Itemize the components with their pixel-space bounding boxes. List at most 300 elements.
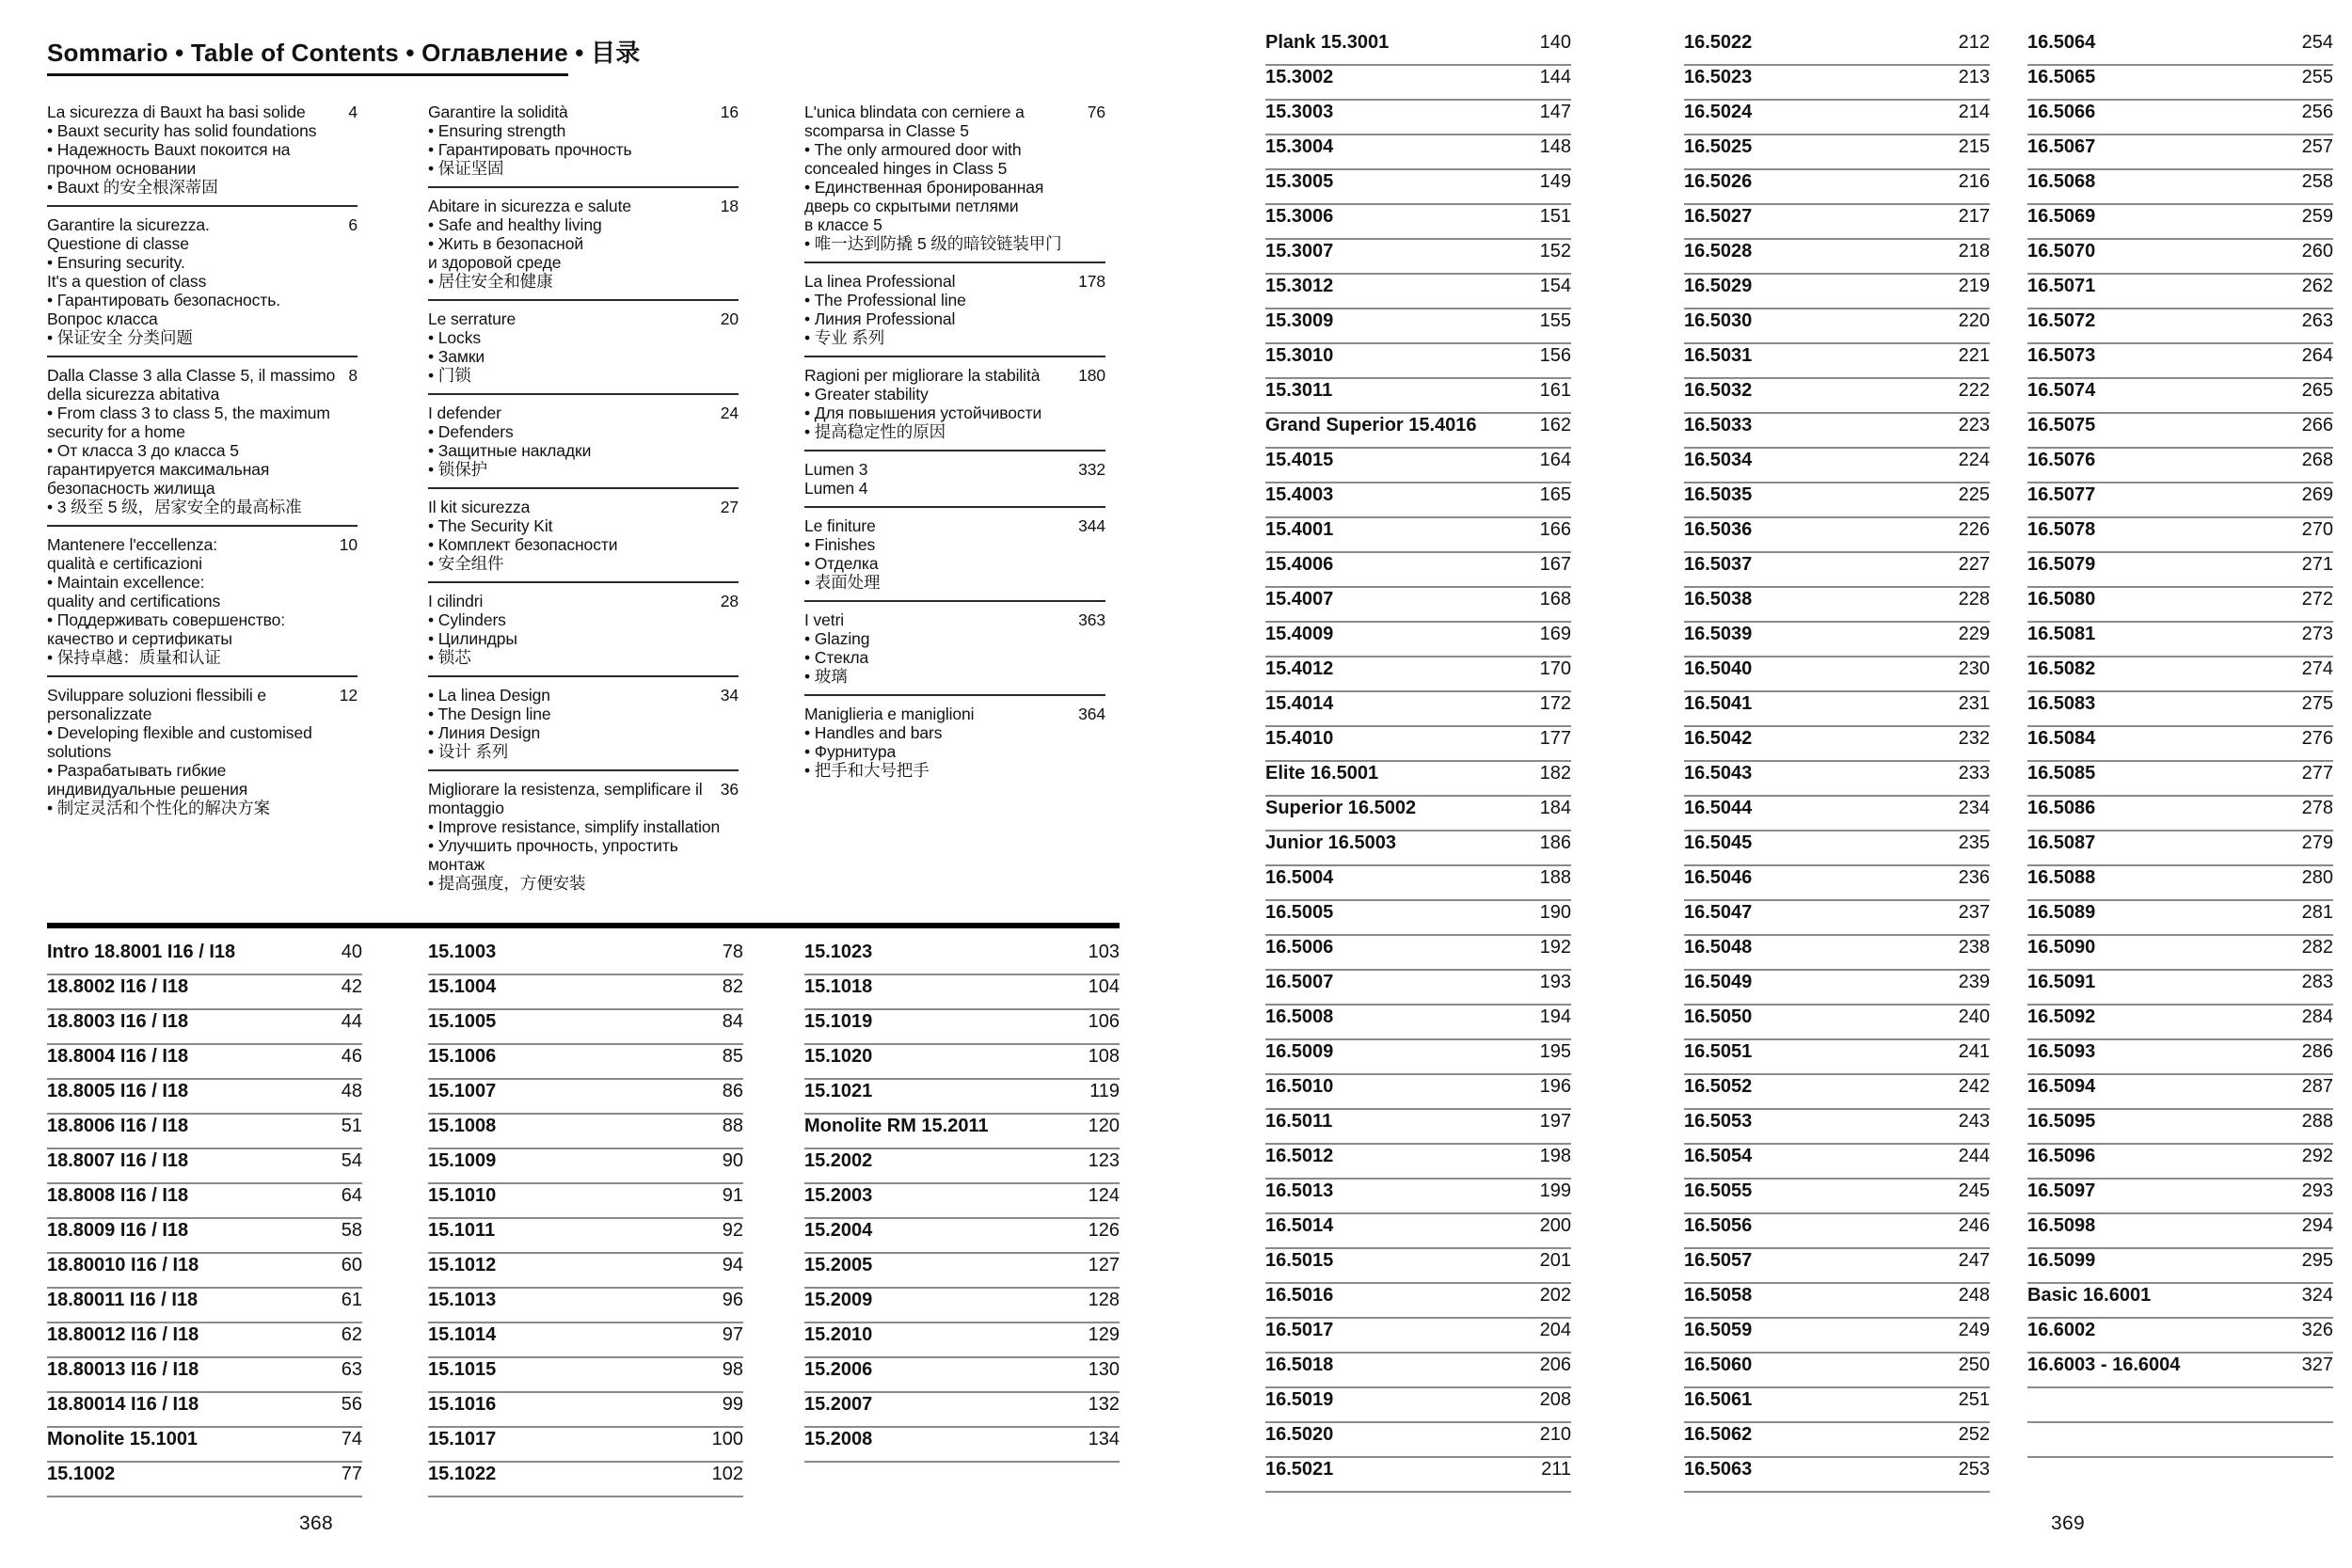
product-row <box>428 1428 743 1463</box>
product-page: 273 <box>2301 624 2333 644</box>
product-row <box>2027 657 2333 692</box>
toc-entry-line: • Ensuring strength <box>428 121 566 140</box>
product-code: 16.5064 <box>2027 32 2096 53</box>
product-row <box>47 1428 362 1463</box>
toc-entry-line: • Bauxt security has solid foundations <box>47 121 317 140</box>
product-row <box>1684 866 1990 901</box>
product-row <box>1684 901 1990 936</box>
product-page: 104 <box>1088 976 1120 997</box>
product-page: 252 <box>1958 1424 1990 1445</box>
product-code: 16.5076 <box>2027 450 2096 470</box>
product-code: 15.3011 <box>1265 380 1333 401</box>
left-page-number: 368 <box>299 1513 333 1534</box>
product-page: 61 <box>341 1290 362 1310</box>
product-code: 16.5069 <box>2027 206 2096 227</box>
product-row <box>2027 936 2333 971</box>
toc-entry-line: • Улучшить прочность, упростить <box>428 836 678 855</box>
product-page: 155 <box>1539 310 1571 331</box>
product-row <box>804 1080 1120 1115</box>
product-code: 16.5047 <box>1684 902 1753 923</box>
product-row <box>1265 1180 1571 1214</box>
toc-entry-line: • Maintain excellence: <box>47 573 205 592</box>
product-row <box>1684 692 1990 727</box>
product-code: 16.5020 <box>1265 1424 1334 1445</box>
product-page: 196 <box>1539 1076 1571 1097</box>
product-row <box>2027 623 2333 657</box>
toc-entry-line: дверь со скрытыми петлями <box>804 197 1019 215</box>
toc-entry <box>804 451 1105 508</box>
product-page: 292 <box>2301 1146 2333 1166</box>
product-page: 86 <box>722 1081 743 1101</box>
product-code: 16.5008 <box>1265 1006 1334 1027</box>
product-page: 250 <box>1958 1354 1990 1375</box>
product-code: 16.5037 <box>1684 554 1753 575</box>
product-code: 15.4010 <box>1265 728 1334 749</box>
product-page: 245 <box>1958 1180 1990 1201</box>
toc-entry-lines <box>47 686 358 817</box>
product-code: 15.3010 <box>1265 345 1334 366</box>
product-page: 288 <box>2301 1111 2333 1132</box>
product-page: 221 <box>1958 345 1990 366</box>
toc-entry-line: и здоровой среде <box>428 253 562 272</box>
product-code: 18.80011 I16 / I18 <box>47 1290 199 1310</box>
product-row <box>1684 1319 1990 1354</box>
toc-entry-line: безопасность жилища <box>47 479 215 498</box>
toc-entry-body <box>804 366 1105 441</box>
toc-entry-line: Le finiture <box>804 516 876 535</box>
toc-entry-line: Le serrature <box>428 309 516 328</box>
product-code: 15.1016 <box>428 1394 497 1415</box>
product-row <box>47 1219 362 1254</box>
product-code: 15.4015 <box>1265 450 1334 470</box>
product-row <box>2027 901 2333 936</box>
toc-entry-body <box>428 780 739 893</box>
product-code: 16.5054 <box>1684 1146 1753 1166</box>
product-code: 16.5077 <box>2027 484 2096 505</box>
product-code: 15.4012 <box>1265 658 1334 679</box>
product-row <box>2027 1075 2333 1110</box>
product-page: 199 <box>1539 1180 1571 1201</box>
toc-entry-page: 332 <box>1078 460 1105 479</box>
product-code: 16.5066 <box>2027 102 2096 122</box>
product-row <box>428 1080 743 1115</box>
product-list-column-left-3 <box>804 941 1120 1463</box>
product-row <box>1265 1249 1571 1284</box>
product-page: 327 <box>2301 1354 2333 1375</box>
product-code: 15.2003 <box>804 1185 873 1206</box>
toc-entry-line: I defender <box>428 404 501 422</box>
toc-entry-line: • 锁保护 <box>428 460 487 479</box>
toc-entry-line: монтаж <box>428 855 485 874</box>
product-row <box>804 1358 1120 1393</box>
product-page: 217 <box>1958 206 1990 227</box>
product-code: 16.5023 <box>1684 67 1753 87</box>
product-page: 195 <box>1539 1041 1571 1062</box>
toc-entry-line: Il kit sicurezza <box>428 498 531 516</box>
toc-entry-line: • Improve resistance, simplify installation <box>428 817 721 836</box>
product-row <box>47 1289 362 1323</box>
toc-entry-line: I vetri <box>804 610 845 629</box>
product-code: 16.5072 <box>2027 310 2096 331</box>
toc-column-1 <box>47 94 358 826</box>
toc-entry <box>804 696 1105 788</box>
toc-entry-lines <box>47 215 358 347</box>
toc-entry-line: • 专业 系列 <box>804 328 885 347</box>
product-page: 326 <box>2301 1320 2333 1340</box>
product-row <box>47 1010 362 1045</box>
product-page: 286 <box>2301 1041 2333 1062</box>
product-page: 284 <box>2301 1006 2333 1027</box>
toc-entry-lines <box>47 103 358 197</box>
product-code: 16.5040 <box>1684 658 1753 679</box>
toc-entry-line: • 安全组件 <box>428 554 504 573</box>
product-list-column-right-1 <box>1265 31 1571 1493</box>
product-code: 16.5018 <box>1265 1354 1334 1375</box>
product-row <box>1684 727 1990 762</box>
product-row <box>1684 1006 1990 1040</box>
product-row <box>1265 901 1571 936</box>
product-row <box>1684 762 1990 797</box>
toc-entry-page: 34 <box>720 686 739 705</box>
toc-entry <box>47 94 358 207</box>
product-code: 15.3009 <box>1265 310 1334 331</box>
toc-entry-line: Migliorare la resistenza, semplificare il <box>428 780 703 799</box>
product-row <box>2027 1180 2333 1214</box>
toc-entry <box>428 301 739 395</box>
product-row <box>1265 692 1571 727</box>
product-page: 293 <box>2301 1180 2333 1201</box>
toc-entry <box>804 602 1105 696</box>
product-page: 63 <box>341 1359 362 1380</box>
product-row <box>2027 518 2333 553</box>
product-page: 247 <box>1958 1250 1990 1271</box>
product-code: 15.1017 <box>428 1429 497 1449</box>
product-code: 16.5082 <box>2027 658 2096 679</box>
product-row <box>1265 623 1571 657</box>
product-code: 16.5038 <box>1684 589 1753 610</box>
product-page: 280 <box>2301 867 2333 888</box>
toc-entry-line: • Glazing <box>804 629 870 648</box>
product-row <box>1684 623 1990 657</box>
product-code: 16.5029 <box>1684 276 1753 296</box>
product-page: 58 <box>341 1220 362 1241</box>
product-row <box>1265 1110 1571 1145</box>
product-row <box>1265 1458 1571 1493</box>
product-page: 268 <box>2301 450 2333 470</box>
product-row <box>1265 971 1571 1006</box>
product-row <box>1684 205 1990 240</box>
toc-entry-lines <box>428 498 739 573</box>
product-code: 16.5052 <box>1684 1076 1753 1097</box>
product-page: 167 <box>1539 554 1571 575</box>
product-list-column-right-2 <box>1684 31 1990 1493</box>
product-row <box>2027 727 2333 762</box>
product-page: 229 <box>1958 624 1990 644</box>
product-code: 16.5095 <box>2027 1111 2096 1132</box>
product-row <box>804 1149 1120 1184</box>
product-row <box>2027 205 2333 240</box>
product-page: 106 <box>1088 1011 1120 1032</box>
toc-entry-line: • 保证坚固 <box>428 159 504 178</box>
product-code: 15.1010 <box>428 1185 497 1206</box>
product-page: 156 <box>1539 345 1571 366</box>
product-code: 15.4009 <box>1265 624 1334 644</box>
product-code: 16.5009 <box>1265 1041 1334 1062</box>
product-code: 16.5022 <box>1684 32 1753 53</box>
product-page: 225 <box>1958 484 1990 505</box>
product-row <box>1684 240 1990 275</box>
toc-entry-line: в классе 5 <box>804 215 882 234</box>
product-code: 16.5098 <box>2027 1215 2096 1236</box>
toc-entry-line: • Замки <box>428 347 485 366</box>
product-page: 271 <box>2301 554 2333 575</box>
toc-entry-body <box>804 460 1105 498</box>
product-row <box>1265 31 1571 66</box>
toc-entry-line: • 把手和大号把手 <box>804 761 930 780</box>
product-row <box>47 1254 362 1289</box>
toc-entry-line: • 提高强度，方便安装 <box>428 874 586 893</box>
product-page: 149 <box>1539 171 1571 192</box>
product-code: 15.1003 <box>428 942 497 962</box>
toc-entry-page: 363 <box>1078 610 1105 629</box>
toc-entry-line: • Защитные накладки <box>428 441 592 460</box>
product-code: 15.3004 <box>1265 136 1334 157</box>
product-row <box>47 975 362 1010</box>
product-row <box>1684 1284 1990 1319</box>
product-page: 92 <box>722 1220 743 1241</box>
product-page: 233 <box>1958 763 1990 784</box>
product-row <box>1684 657 1990 692</box>
product-code: 16.5050 <box>1684 1006 1753 1027</box>
product-code: 16.5055 <box>1684 1180 1753 1201</box>
toc-entry <box>804 263 1105 357</box>
product-code: 18.80013 I16 / I18 <box>47 1359 199 1380</box>
product-row <box>2027 101 2333 135</box>
toc-entry-lines <box>804 272 1105 347</box>
product-row <box>1684 1354 1990 1388</box>
toc-entry-lines <box>47 366 358 516</box>
toc-entry-line: • Finishes <box>804 535 876 554</box>
toc-entry-page: 27 <box>720 498 739 516</box>
toc-entry <box>428 94 739 188</box>
product-page: 220 <box>1958 310 1990 331</box>
product-page: 48 <box>341 1081 362 1101</box>
product-page: 248 <box>1958 1285 1990 1306</box>
product-row <box>1265 1040 1571 1075</box>
product-row <box>1684 1145 1990 1180</box>
product-code: 15.1009 <box>428 1150 497 1171</box>
product-code: 15.3012 <box>1265 276 1334 296</box>
product-code: 16.5030 <box>1684 310 1753 331</box>
toc-entry-body <box>47 215 358 347</box>
product-code: 15.1023 <box>804 942 873 962</box>
product-code: 15.1002 <box>47 1464 116 1484</box>
product-code: 15.4003 <box>1265 484 1334 505</box>
product-row <box>1684 1458 1990 1493</box>
product-code: 16.5063 <box>1684 1459 1753 1480</box>
product-row <box>2027 1006 2333 1040</box>
product-page: 212 <box>1958 32 1990 53</box>
product-code: 16.5039 <box>1684 624 1753 644</box>
product-page: 188 <box>1539 867 1571 888</box>
product-page: 103 <box>1088 942 1120 962</box>
toc-entry-page: 28 <box>720 592 739 610</box>
product-page: 219 <box>1958 276 1990 296</box>
product-page: 84 <box>722 1011 743 1032</box>
product-code: 16.5005 <box>1265 902 1334 923</box>
product-row <box>2027 275 2333 309</box>
product-page: 192 <box>1539 937 1571 958</box>
product-page: 278 <box>2301 798 2333 818</box>
toc-entry-page: 344 <box>1078 516 1105 535</box>
product-row <box>1684 483 1990 518</box>
toc-entry-lines <box>428 103 739 178</box>
product-row <box>1684 344 1990 379</box>
toc-entry-line: • Линия Professional <box>804 309 956 328</box>
product-row <box>1265 518 1571 553</box>
product-row <box>1684 553 1990 588</box>
product-code: 16.5026 <box>1684 171 1753 192</box>
toc-entry-line: • Handles and bars <box>804 723 943 742</box>
product-code: 15.1004 <box>428 976 497 997</box>
product-row <box>2027 1214 2333 1249</box>
toc-entry-line: качество и сертификаты <box>47 629 232 648</box>
product-page: 210 <box>1539 1424 1571 1445</box>
toc-entry-line: • 唯一达到防撬 5 级的暗铰链装甲门 <box>804 234 1062 253</box>
product-page: 234 <box>1958 798 1990 818</box>
toc-entry-body <box>47 686 358 817</box>
toc-entry-page: 6 <box>348 215 358 234</box>
product-row <box>428 1184 743 1219</box>
product-row <box>1265 101 1571 135</box>
product-row <box>2027 1249 2333 1284</box>
product-code: 16.5086 <box>2027 798 2096 818</box>
toc-entry-line: индивидуальные решения <box>47 780 248 799</box>
toc-entry-body <box>804 705 1105 780</box>
toc-entry-lines <box>804 460 1105 498</box>
product-row <box>2027 1110 2333 1145</box>
product-code: 16.5053 <box>1684 1111 1753 1132</box>
product-code: 15.3007 <box>1265 241 1334 261</box>
product-row <box>1265 588 1571 623</box>
product-row <box>47 1080 362 1115</box>
product-row <box>1684 1214 1990 1249</box>
product-page: 64 <box>341 1185 362 1206</box>
product-row <box>428 1393 743 1428</box>
product-row <box>804 1393 1120 1428</box>
product-code: 16.5021 <box>1265 1459 1334 1480</box>
product-row <box>47 1393 362 1428</box>
toc-entry-body <box>428 686 739 761</box>
product-code: 16.5041 <box>1684 693 1753 714</box>
product-row <box>1265 727 1571 762</box>
toc-entry-body <box>428 404 739 479</box>
product-page: 244 <box>1958 1146 1990 1166</box>
product-row <box>47 941 362 975</box>
product-page: 170 <box>1539 658 1571 679</box>
product-row <box>1265 866 1571 901</box>
toc-entry-body <box>428 309 739 385</box>
product-list-column-left-1 <box>47 941 362 1497</box>
product-page: 60 <box>341 1255 362 1275</box>
product-page: 228 <box>1958 589 1990 610</box>
product-row <box>1265 170 1571 205</box>
toc-entry-body <box>428 197 739 291</box>
product-page: 186 <box>1539 832 1571 853</box>
toc-entry-line: • 设计 系列 <box>428 742 509 761</box>
toc-entry-page: 178 <box>1078 272 1105 291</box>
product-row <box>1265 832 1571 866</box>
product-code: 16.5025 <box>1684 136 1753 157</box>
product-page: 253 <box>1958 1459 1990 1480</box>
product-row <box>2027 553 2333 588</box>
product-code: 16.5049 <box>1684 972 1753 992</box>
toc-entry-page: 8 <box>348 366 358 385</box>
toc-entry-line: • Цилиндры <box>428 629 517 648</box>
product-page: 40 <box>341 942 362 962</box>
product-code: 16.5013 <box>1265 1180 1334 1201</box>
product-row <box>804 1428 1120 1463</box>
product-row <box>428 1149 743 1184</box>
product-code: 16.5099 <box>2027 1250 2096 1271</box>
product-page: 102 <box>711 1464 743 1484</box>
toc-entry-line: • Locks <box>428 328 482 347</box>
product-code: 16.6002 <box>2027 1320 2096 1340</box>
toc-entry <box>428 771 739 901</box>
product-page: 42 <box>341 976 362 997</box>
product-code: 18.8009 I16 / I18 <box>47 1220 189 1241</box>
product-code: 16.5062 <box>1684 1424 1753 1445</box>
product-page: 208 <box>1539 1389 1571 1410</box>
toc-entry <box>47 677 358 826</box>
product-page: 239 <box>1958 972 1990 992</box>
product-code: 16.5071 <box>2027 276 2096 296</box>
product-row <box>1684 971 1990 1006</box>
product-row <box>1265 1354 1571 1388</box>
product-page: 124 <box>1088 1185 1120 1206</box>
product-page: 262 <box>2301 276 2333 296</box>
product-page: 44 <box>341 1011 362 1032</box>
product-page: 108 <box>1088 1046 1120 1067</box>
toc-entry <box>47 527 358 677</box>
toc-entry-line: La linea Professional <box>804 272 956 291</box>
product-page: 226 <box>1958 519 1990 540</box>
product-code: 16.5051 <box>1684 1041 1753 1062</box>
product-row <box>2027 1284 2333 1319</box>
product-row <box>1265 1075 1571 1110</box>
product-row <box>1265 1006 1571 1040</box>
product-code: 15.4007 <box>1265 589 1334 610</box>
product-row <box>1684 518 1990 553</box>
toc-entry-body <box>47 366 358 516</box>
product-page: 272 <box>2301 589 2333 610</box>
product-row <box>2027 309 2333 344</box>
product-page: 128 <box>1088 1290 1120 1310</box>
product-page: 215 <box>1958 136 1990 157</box>
product-row <box>1684 31 1990 66</box>
toc-entry-line: della sicurezza abitativa <box>47 385 220 404</box>
product-row <box>2027 379 2333 414</box>
toc-entry-body <box>428 592 739 667</box>
product-code: 16.5034 <box>1684 450 1753 470</box>
product-page: 148 <box>1539 136 1571 157</box>
product-page: 82 <box>722 976 743 997</box>
product-code: Intro 18.8001 I16 / I18 <box>47 942 236 962</box>
toc-entry-line: • 玻璃 <box>804 667 848 686</box>
product-row <box>428 1358 743 1393</box>
product-code: 16.5078 <box>2027 519 2096 540</box>
product-code: 16.5085 <box>2027 763 2096 784</box>
